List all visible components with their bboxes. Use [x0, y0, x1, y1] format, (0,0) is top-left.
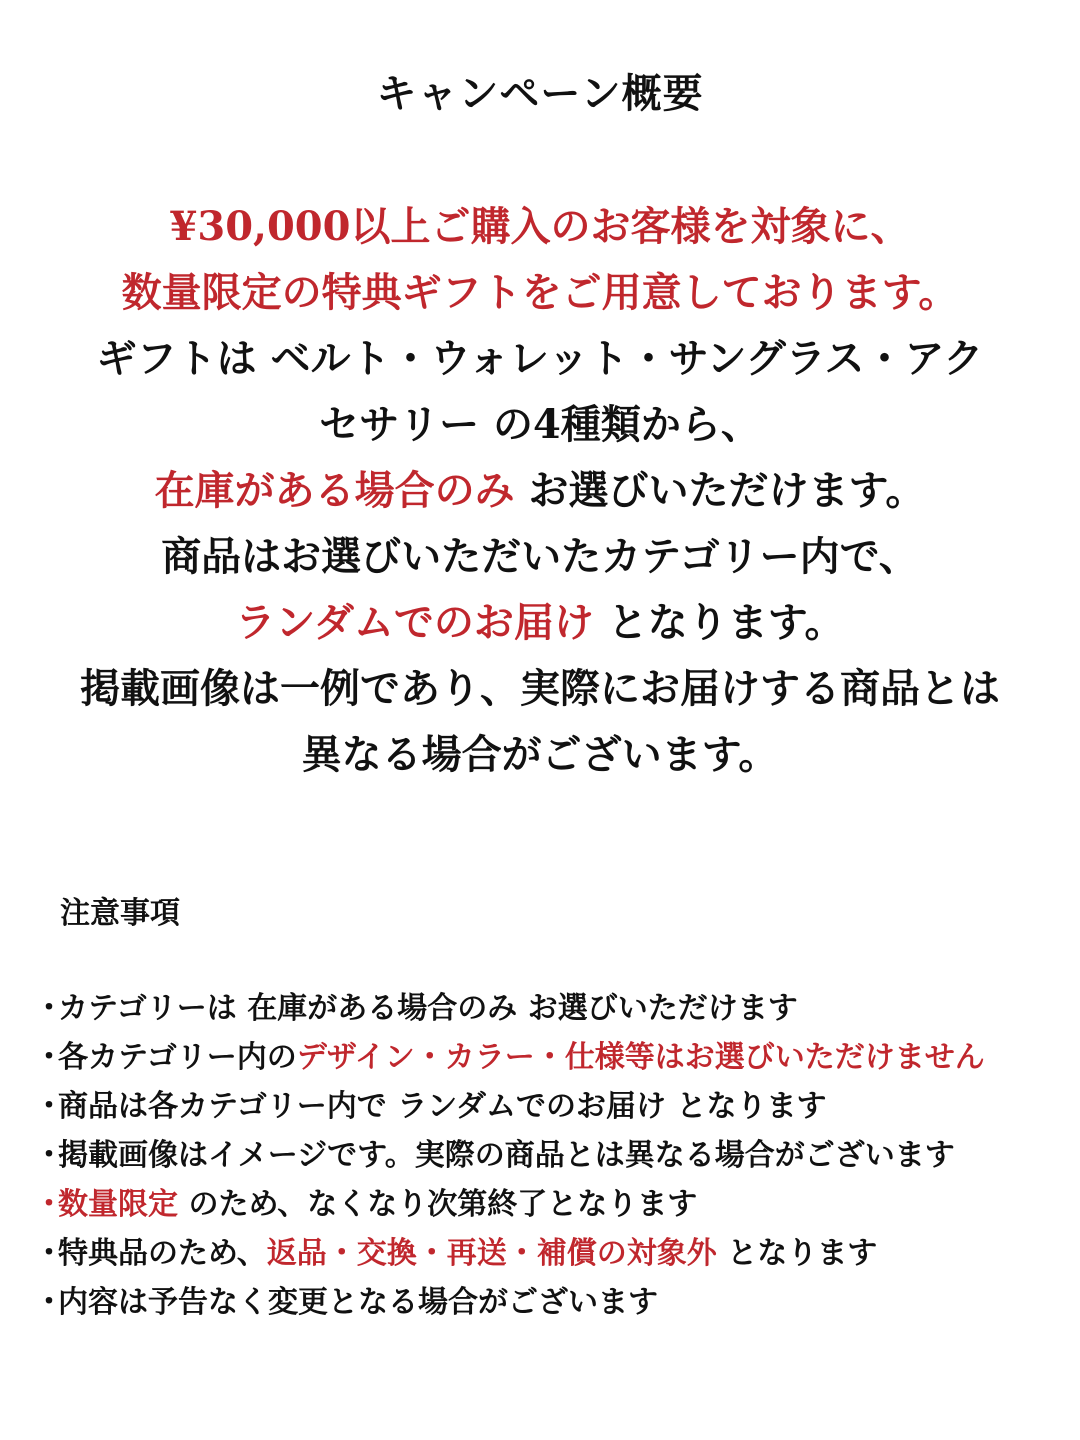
bullet: ・ — [34, 1285, 64, 1320]
notes-heading: 注意事項 — [60, 896, 180, 931]
bullet: ・ — [34, 1187, 64, 1222]
bullet: ・ — [34, 1138, 64, 1173]
list-item — [34, 1082, 1074, 1131]
bullet: ・ — [34, 1236, 64, 1271]
note-text: のため、なくなり次第終了となります — [178, 1187, 698, 1222]
note-text: 各カテゴリー内の — [58, 1040, 297, 1075]
note-text: 内容は予告なく変更となる場合がございます — [58, 1285, 658, 1320]
overview-line-gift-types: ギフトは ベルト・ウォレット・サングラス・アク — [96, 335, 984, 382]
overview-line-limited-gift: 数量限定の特典ギフトをご用意しております。 — [121, 269, 959, 316]
note-highlight: デザイン・カラー・仕様等はお選びいただけません — [296, 1040, 985, 1075]
page-title: キャンペーン概要 — [376, 70, 704, 117]
note-text: となります — [716, 1236, 878, 1271]
list-item — [34, 984, 1074, 1033]
overview-line-gift-types-cont: セサリー の4種類から、 — [319, 401, 761, 448]
overview-line-image-disclaimer-cont: 異なる場合がございます。 — [301, 731, 779, 778]
list-item — [34, 1180, 1074, 1229]
bullet: ・ — [34, 1040, 64, 1075]
random-delivery-highlight: ランダムでのお届け — [235, 599, 594, 646]
stock-only-highlight: 在庫がある場合のみ — [154, 467, 515, 514]
overview-line-purchase-threshold: ¥30,000以上ご購入のお客様を対象に、 — [169, 203, 911, 250]
note-text: カテゴリーは 在庫がある場合のみ お選びいただけます — [58, 991, 798, 1026]
overview-line-random-delivery — [0, 590, 1080, 656]
overview-line-category: 商品はお選びいただいたカテゴリー内で、 — [161, 533, 919, 580]
overview-line-stock-only — [0, 458, 1080, 524]
note-text: 掲載画像はイメージです。実際の商品とは異なる場合がございます — [58, 1138, 955, 1173]
note-highlight: 数量限定 — [58, 1187, 178, 1222]
overview-line-image-disclaimer: 掲載画像は一例であり、実際にお届けする商品とは — [80, 665, 1000, 712]
bullet: ・ — [34, 991, 64, 1026]
note-text: 商品は各カテゴリー内で ランダムでのお届け となります — [58, 1089, 827, 1124]
campaign-overview — [0, 194, 1080, 788]
bullet: ・ — [34, 1089, 64, 1124]
list-item — [34, 1278, 1074, 1327]
note-text: 特典品のため、 — [58, 1236, 267, 1271]
notes-list — [34, 984, 1074, 1327]
stock-only-text: お選びいただけます。 — [514, 467, 926, 514]
list-item — [34, 1033, 1074, 1082]
note-highlight: 返品・交換・再送・補償の対象外 — [266, 1236, 717, 1271]
list-item — [34, 1229, 1074, 1278]
list-item — [34, 1131, 1074, 1180]
random-delivery-text: となります。 — [593, 599, 845, 646]
